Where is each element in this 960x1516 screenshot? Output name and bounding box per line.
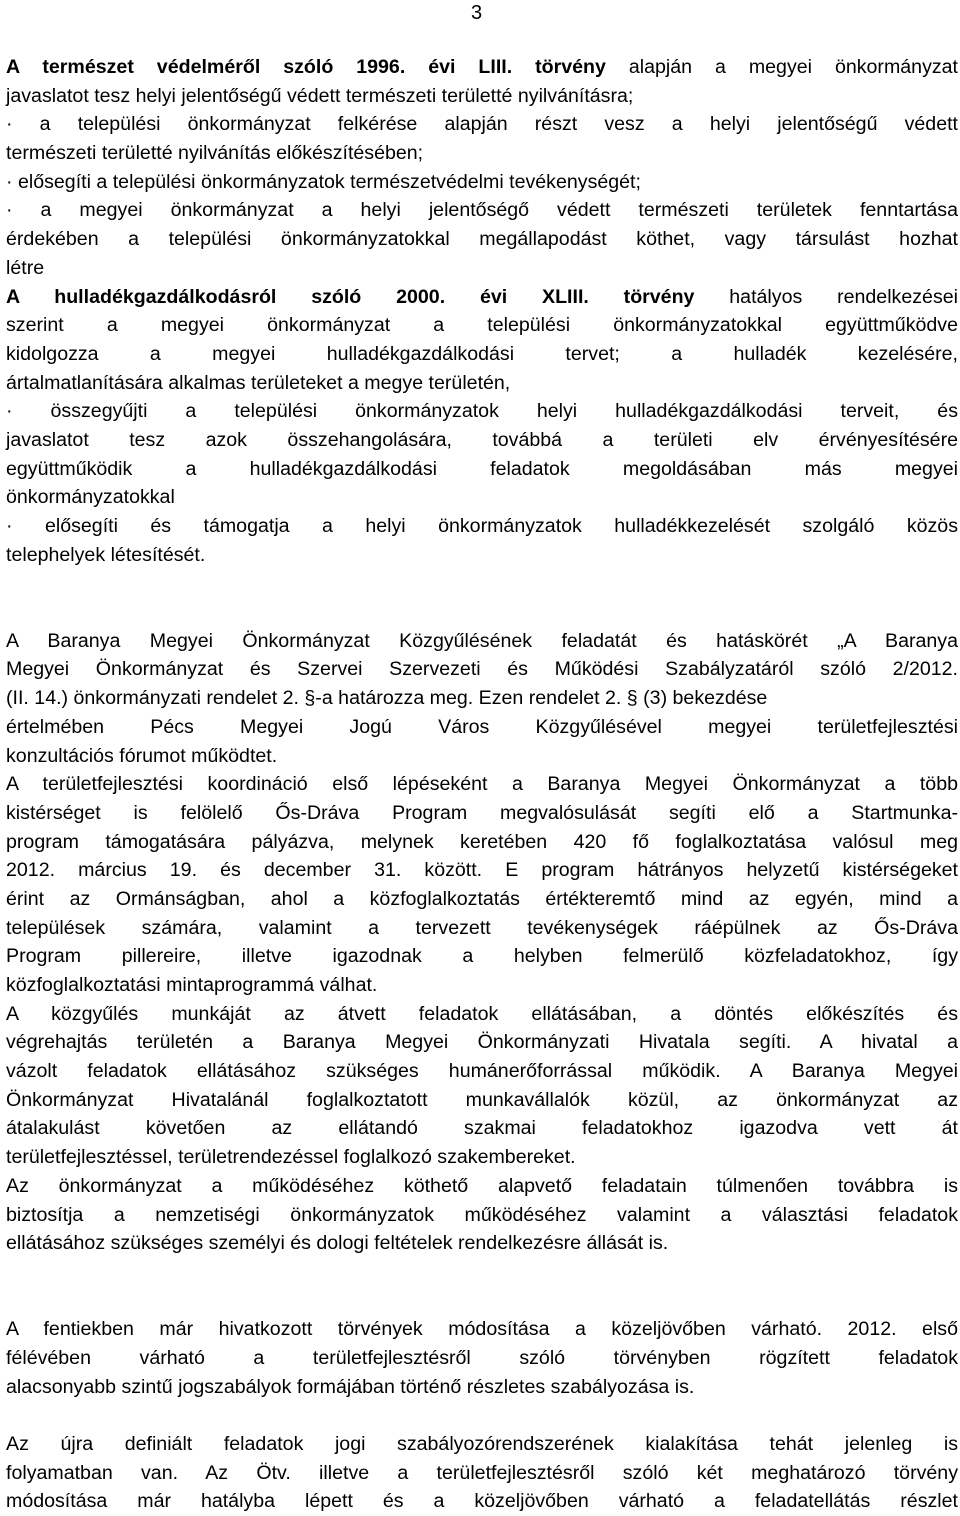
text-line (6, 254, 958, 283)
paragraph-spacer (6, 569, 958, 626)
text-run: telephelyek létesítését. (6, 543, 206, 566)
text-line (6, 1114, 958, 1143)
text-run: ellátásához szükséges személyi és dologi feltételek rendelkezésre állását is. (6, 1232, 669, 1255)
text-line (6, 770, 958, 799)
text-run: ártalmatlanítására alkalmas területeket a megye területén, (6, 371, 511, 394)
text-line (6, 799, 958, 828)
text-run: javaslatot tesz helyi jelentőségű védett természeti területté nyilvánításra; (6, 84, 634, 107)
text-line (6, 1172, 958, 1201)
bold-text-run: A természet védelméről szóló 1996. évi LIII. törvény (6, 56, 606, 78)
text-run: · összegyűjti a települési önkormányzatok helyi hulladékgazdálkodási terveit, és (6, 400, 958, 423)
text-run: Megyei Önkormányzat és Szervei Szervezeti és Működési Szabályzatáról szóló 2/2012. (6, 658, 958, 681)
text-line (6, 942, 958, 971)
text-run: közfoglalkoztatási mintaprogrammá válhat. (6, 974, 378, 997)
text-line (6, 1201, 958, 1230)
text-run: hatályos rendelkezései (694, 285, 958, 308)
text-run: szerint a megyei önkormányzat a települési önkormányzatokkal együttműködve (6, 314, 958, 337)
text-line (6, 1373, 958, 1402)
text-run: konzultációs fórumot működtet. (6, 744, 278, 767)
text-line (6, 828, 958, 857)
text-line (6, 369, 958, 398)
page-number: 3 (471, 2, 483, 24)
text-line (6, 1028, 958, 1057)
text-line (6, 483, 958, 512)
text-run: · a települési önkormányzat felkérése alapján részt vesz a helyi jelentőségű védett (6, 113, 958, 136)
text-run: kistérséget is felölelő Ős-Dráva Program megvalósulását segíti elő a Startmunka- (6, 801, 958, 824)
text-line (6, 168, 958, 197)
text-run: módosítása már hatályba lépett és a közeljövőben várható a feladatellátás részlet (6, 1490, 958, 1513)
text-run: érint az Ormánságban, ahol a közfoglalkoztatás értékteremtő mind az egyén, mind a (6, 887, 958, 910)
text-line (6, 742, 958, 771)
text-line (6, 885, 958, 914)
text-line (6, 1143, 958, 1172)
text-run: Program pillereire, illetve igazodnak a helyben felmerülő közfeladatokhoz, így (6, 945, 958, 968)
text-run: kidolgozza a megyei hulladékgazdálkodási tervet; a hulladék kezelésére, (6, 342, 958, 365)
text-line (6, 397, 958, 426)
text-run: alacsonyabb szintű jogszabályok formájában történő részletes szabályozása is. (6, 1375, 695, 1398)
text-run: vázolt feladatok ellátásához szükséges humánerőforrással működik. A Baranya Megyei (6, 1060, 958, 1083)
text-line (6, 1487, 958, 1516)
text-line (6, 1086, 958, 1115)
text-run: A közgyűlés munkáját az átvett feladatok ellátásában, a döntés előkészítés és (6, 1002, 958, 1025)
text-run: alapján a megyei önkormányzat (605, 56, 959, 78)
text-run: létre (6, 256, 45, 279)
text-run: területfejlesztéssel, területrendezéssel foglalkozó szakembereket. (6, 1146, 576, 1169)
text-line (6, 196, 958, 225)
text-run: félévében várható a területfejlesztésről szóló törvényben rögzített feladatok (6, 1346, 958, 1369)
text-line (6, 225, 958, 254)
text-line (6, 1229, 958, 1258)
text-run: átalakulást követően az ellátandó szakmai feladatokhoz igazodva vett át (6, 1117, 958, 1140)
text-run: Az önkormányzat a működéséhez köthető alapvető feladatain túlmenően továbbra is (6, 1174, 958, 1197)
text-run: folyamatban van. Az Ötv. illetve a területfejlesztésről szóló két meghatározó törvény (6, 1461, 958, 1484)
text-line (6, 426, 958, 455)
text-line (6, 283, 958, 312)
text-line (6, 856, 958, 885)
text-line (6, 139, 958, 168)
text-line (6, 1057, 958, 1086)
text-run: A fentiekben már hivatkozott törvények módosítása a közeljövőben várható. 2012. első (6, 1318, 958, 1341)
text-line (6, 110, 958, 139)
text-run: A Baranya Megyei Önkormányzat Közgyűlésének feladatát és hatáskörét „A Baranya (6, 629, 958, 652)
text-run: · a megyei önkormányzat a helyi jelentőségő védett természeti területek fenntartása (6, 199, 958, 222)
text-line (6, 340, 958, 369)
bold-text-run: A hulladékgazdálkodásról szóló 2000. évi XLIII. törvény (6, 285, 695, 308)
text-run: program támogatására pályázva, melynek keretében 420 fő foglalkoztatása valósul meg (6, 830, 958, 853)
text-line (6, 1315, 958, 1344)
paragraph-spacer (6, 1258, 958, 1315)
text-line (6, 1000, 958, 1029)
text-line (6, 1430, 958, 1459)
text-line (6, 914, 958, 943)
text-run: értelmében Pécs Megyei Jogú Város Közgyűlésével megyei területfejlesztési (6, 715, 958, 738)
text-run: természeti területté nyilvánítás előkészítésében; (6, 142, 424, 165)
text-line (6, 311, 958, 340)
text-line (6, 684, 958, 713)
text-line (6, 627, 958, 656)
text-line (6, 713, 958, 742)
text-run: végrehajtás területén a Baranya Megyei Önkormányzati Hivatala segíti. A hivatal a (6, 1031, 958, 1054)
text-run: települések számára, valamint a tervezett tevékenységek ráépülnek az Ős-Dráva (6, 916, 958, 939)
text-run: 2012. március 19. és december 31. között. E program hátrányos helyzetű kistérségeket (6, 859, 958, 882)
text-line (6, 82, 958, 111)
text-run: · elősegíti és támogatja a helyi önkormányzatok hulladékkezelését szolgáló közös (6, 515, 958, 537)
text-line (6, 1459, 958, 1488)
text-run: biztosítja a nemzetiségi önkormányzatok működéséhez valamint a választási feladatok (6, 1203, 958, 1226)
text-run: A területfejlesztési koordináció első lépéseként a Baranya Megyei Önkormányzat a több (6, 773, 958, 796)
text-line (6, 971, 958, 1000)
text-run: Az újra definiált feladatok jogi szabályozórendszerének kialakítása tehát jelenleg is (6, 1433, 958, 1456)
text-run: (II. 14.) önkormányzati rendelet 2. §-a határozza meg. Ezen rendelet 2. § (3) bekezdése (6, 687, 768, 710)
paragraph-spacer (6, 1401, 958, 1430)
text-line (6, 655, 958, 684)
document-body (6, 53, 958, 1516)
text-line (6, 512, 958, 541)
text-run: együttműködik a hulladékgazdálkodási feladatok megoldásában más megyei (6, 457, 958, 480)
text-line (6, 541, 958, 570)
text-run: javaslatot tesz azok összehangolására, továbbá a területi elv érvényesítésére (6, 428, 958, 451)
text-run: önkormányzatokkal (6, 486, 175, 509)
text-line (6, 53, 958, 82)
text-run: érdekében a települési önkormányzatokkal megállapodást köthet, vagy társulást hozhat (6, 228, 958, 251)
text-run: · elősegíti a települési önkormányzatok természetvédelmi tevékenységét; (6, 170, 641, 193)
text-line (6, 455, 958, 484)
text-run: Önkormányzat Hivatalánál foglalkoztatott munkavállalók közül, az önkormányzat az (6, 1088, 958, 1111)
text-line (6, 1344, 958, 1373)
